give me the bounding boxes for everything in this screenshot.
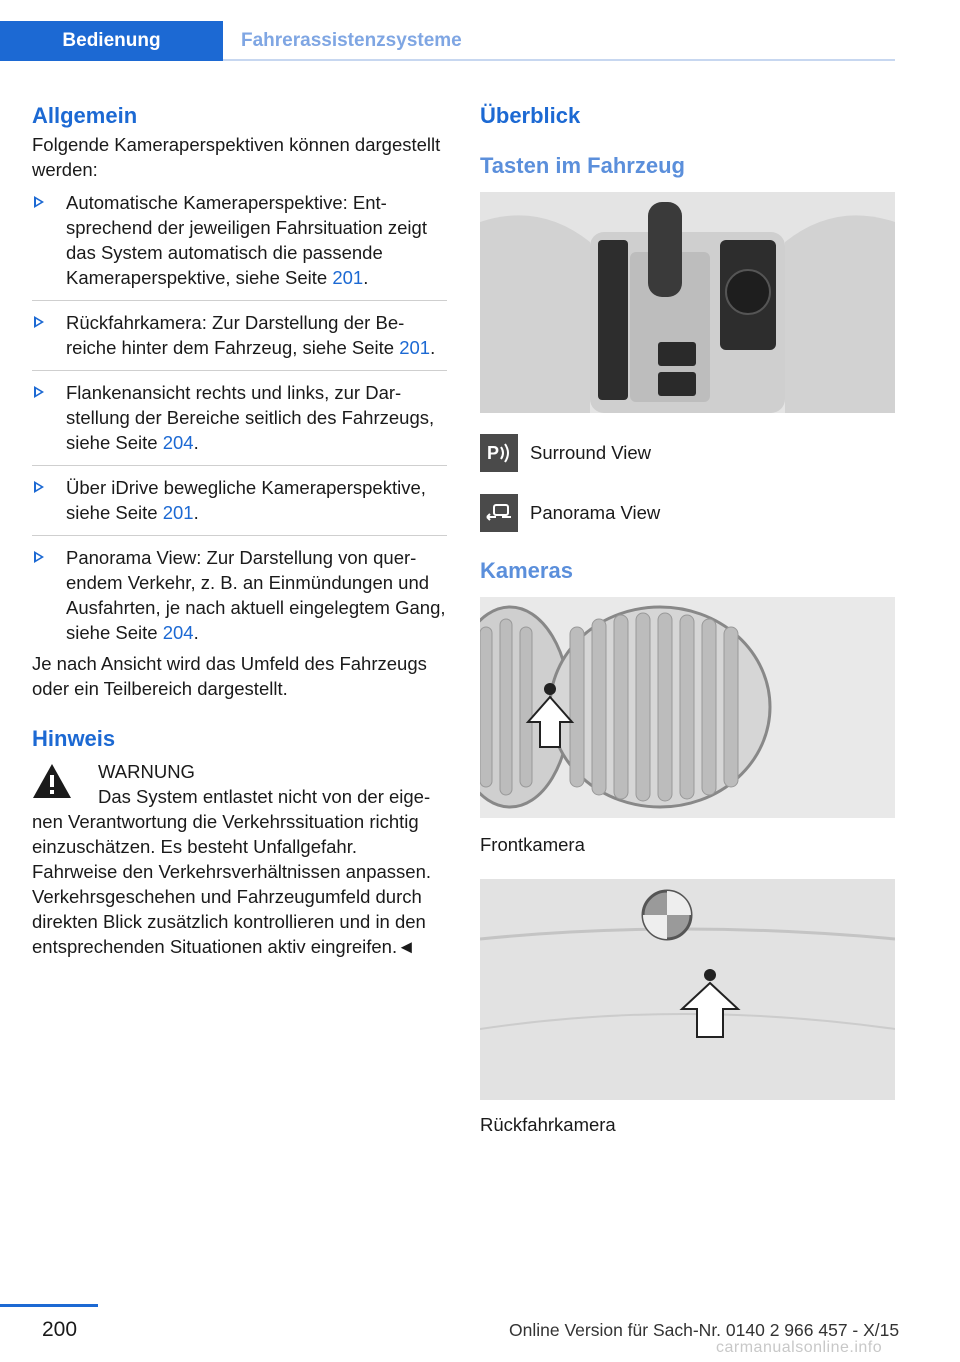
online-version-note: Online Version für Sach-Nr. 0140 2 966 457 - X/15 xyxy=(509,1320,900,1340)
page-number-rule xyxy=(0,1304,98,1307)
caption-frontkamera: Frontkamera xyxy=(480,834,585,855)
watermark: carmanualsonline.info xyxy=(716,1339,883,1356)
page-header xyxy=(0,0,960,64)
right-column xyxy=(480,100,895,1137)
warning-text: Das System entlastet nicht von der eigenen Verantwortung die Verkehrssituation richtig einzuschätzen. Es besteht Unfallgefahr. Fahrweise den Verkehrsverhältnissen anpassen. Verkehrsgeschehen und Fahrzeugumfeld durch direkten Blick zusätzlich kontrollieren und in den entsprechenden Situationen aktiv eingreifen.◄ xyxy=(32,786,432,957)
page-link[interactable]: 204 xyxy=(162,432,194,453)
list-item: Über iDrive bewegliche Kameraperspektive, siehe Seite 201. xyxy=(32,475,447,536)
svg-text:P: P xyxy=(487,443,500,463)
button-row-surround xyxy=(480,433,895,473)
list-item-text: Panorama View: Zur Darstellung von querendem Verkehr, z. B. an Einmündungen und Ausfahrten, je nach aktuell eingelegtem Gang, siehe Seite xyxy=(66,547,446,643)
page-link[interactable]: 201 xyxy=(332,267,364,288)
page-number: 200 xyxy=(42,1318,78,1341)
list-item: Automatische Kameraperspektive: Entsprechend der jeweiligen Fahrsituation zeigt das System automatisch die passende Kameraperspektive, siehe Seite 201. xyxy=(32,190,447,301)
section-heading-ueberblick: Überblick xyxy=(480,103,581,128)
tab-bedienung[interactable]: Bedienung xyxy=(0,21,223,61)
subheading-kameras: Kameras xyxy=(480,558,573,583)
list-item: Rückfahrkamera: Zur Darstellung der Bereiche hinter dem Fahrzeug, siehe Seite 201. xyxy=(32,310,447,371)
perspective-list xyxy=(32,190,447,651)
page-link[interactable]: 204 xyxy=(162,622,194,643)
warning-block xyxy=(32,759,447,959)
end-mark: ◄ xyxy=(397,936,416,957)
button-row-panorama xyxy=(480,493,895,533)
surround-view-label: Surround View xyxy=(530,442,652,463)
page-link[interactable]: 201 xyxy=(162,502,194,523)
left-column xyxy=(32,100,447,959)
front-camera-photo xyxy=(480,597,895,818)
subheading-tasten: Tasten im Fahrzeug xyxy=(480,153,685,178)
warning-triangle-icon xyxy=(32,763,72,799)
bullet-triangle-icon xyxy=(34,386,44,398)
list-item-text: Flankenansicht rechts und links, zur Darstellung der Bereiche seitlich des Fahrzeugs, siehe Seite xyxy=(66,382,435,453)
panorama-view-icon[interactable] xyxy=(480,494,518,532)
list-item-text: Über iDrive bewegliche Kameraperspektive, siehe Seite xyxy=(66,477,426,523)
bullet-triangle-icon xyxy=(34,196,44,208)
bullet-triangle-icon xyxy=(34,551,44,563)
panorama-view-label: Panorama View xyxy=(530,502,661,523)
list-item-text: Rückfahrkamera: Zur Darstellung der Bereiche hinter dem Fahrzeug, siehe Seite xyxy=(66,312,405,358)
summary-text: Je nach Ansicht wird das Umfeld des Fahrzeugs oder ein Teilbereich dargestellt. xyxy=(32,653,427,699)
rear-camera-photo xyxy=(480,879,895,1100)
bullet-triangle-icon xyxy=(34,316,44,328)
section-heading-allgemein: Allgemein xyxy=(32,103,138,128)
list-item: Flankenansicht rechts und links, zur Darstellung der Bereiche seitlich des Fahrzeugs, siehe Seite 204. xyxy=(32,380,447,466)
page-link[interactable]: 201 xyxy=(399,337,431,358)
section-heading-hinweis: Hinweis xyxy=(32,726,116,751)
header-divider xyxy=(223,59,895,61)
bullet-triangle-icon xyxy=(34,481,44,493)
warning-label: WARNUNG xyxy=(98,761,195,782)
surround-view-icon[interactable] xyxy=(480,434,518,472)
caption-rueckfahrkamera: Rückfahrkamera xyxy=(480,1114,616,1135)
center-console-photo xyxy=(480,192,895,413)
list-item-text: Automatische Kameraperspektive: Entsprechend der jeweiligen Fahrsituation zeigt das System automatisch die passende Kameraperspektive, siehe Seite xyxy=(66,192,427,288)
intro-text: Folgende Kameraperspektiven können dargestellt werden: xyxy=(32,134,441,180)
list-item: Panorama View: Zur Darstellung von querendem Verkehr, z. B. an Einmündungen und Ausfahrten, je nach aktuell eingelegtem Gang, siehe Seite 204. xyxy=(32,545,447,651)
tab-fahrerassistenzsysteme[interactable]: Fahrerassistenzsysteme xyxy=(241,30,462,51)
